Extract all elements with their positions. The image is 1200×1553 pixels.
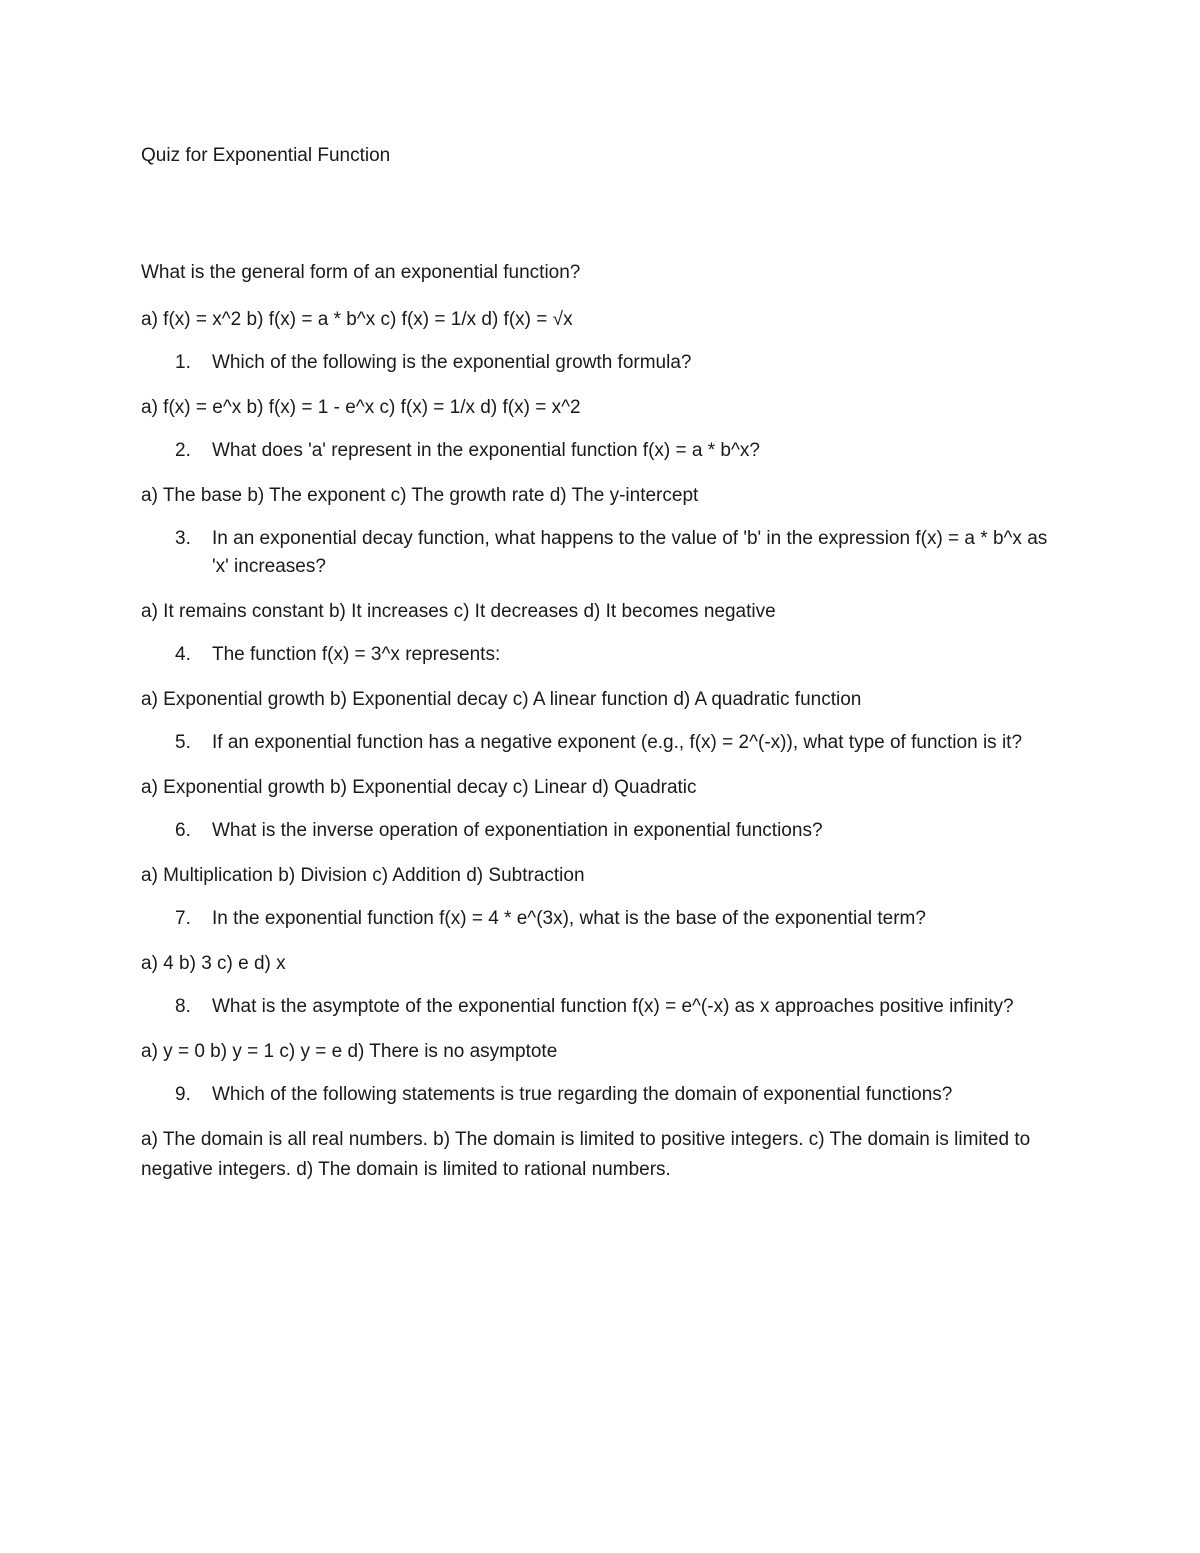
question-number: 2. xyxy=(175,440,191,461)
answer-options: a) It remains constant b) It increases c) It decreases d) It becomes negative xyxy=(141,601,776,622)
question-number: 6. xyxy=(175,820,191,841)
question-number: 8. xyxy=(175,996,191,1017)
intro-question: What is the general form of an exponential function? xyxy=(141,262,581,283)
answer-options: a) 4 b) 3 c) e d) x xyxy=(141,953,286,974)
answer-options: a) The base b) The exponent c) The growth rate d) The y-intercept xyxy=(141,485,699,506)
answer-options: a) The domain is all real numbers. b) The domain is limited to positive integers. c) The domain is limited to negative integers. d) The domain is limited to rational numbers. xyxy=(141,1129,1031,1180)
quiz-content xyxy=(141,261,1061,1199)
question-text: Which of the following is the exponential growth formula? xyxy=(212,352,692,373)
question-item xyxy=(141,993,1061,1021)
question-number: 9. xyxy=(175,1084,191,1105)
question-number: 4. xyxy=(175,644,191,665)
answer-options: a) Exponential growth b) Exponential decay c) A linear function d) A quadratic function xyxy=(141,689,862,710)
question-item xyxy=(141,525,1061,581)
question-text: The function f(x) = 3^x represents: xyxy=(212,644,501,665)
answer-options: a) Multiplication b) Division c) Addition d) Subtraction xyxy=(141,865,585,886)
question-item xyxy=(141,729,1061,757)
question-number: 7. xyxy=(175,908,191,929)
question-item xyxy=(141,349,1061,377)
question-item xyxy=(141,1081,1061,1109)
question-text: Which of the following statements is true regarding the domain of exponential functions? xyxy=(212,1084,953,1105)
question-text: What is the inverse operation of exponentiation in exponential functions? xyxy=(212,820,823,841)
question-item xyxy=(141,437,1061,465)
question-number: 5. xyxy=(175,732,191,753)
question-text: What does 'a' represent in the exponential function f(x) = a * b^x? xyxy=(212,440,760,461)
intro-answers: a) f(x) = x^2 b) f(x) = a * b^x c) f(x) = 1/x d) f(x) = √x xyxy=(141,309,573,330)
document-title: Quiz for Exponential Function xyxy=(141,145,391,166)
question-text: What is the asymptote of the exponential function f(x) = e^(-x) as x approaches positive infinity? xyxy=(212,996,1014,1017)
question-text: In the exponential function f(x) = 4 * e^(3x), what is the base of the exponential term? xyxy=(212,908,926,929)
answer-options: a) f(x) = e^x b) f(x) = 1 - e^x c) f(x) = 1/x d) f(x) = x^2 xyxy=(141,397,581,418)
question-item xyxy=(141,641,1061,669)
answer-options: a) y = 0 b) y = 1 c) y = e d) There is no asymptote xyxy=(141,1041,558,1062)
question-number: 1. xyxy=(175,352,191,373)
question-item xyxy=(141,817,1061,845)
question-text: In an exponential decay function, what happens to the value of 'b' in the expression f(x) = a * b^x as 'x' increases? xyxy=(212,528,1048,577)
answer-options: a) Exponential growth b) Exponential decay c) Linear d) Quadratic xyxy=(141,777,697,798)
question-number: 3. xyxy=(175,528,191,549)
question-text: If an exponential function has a negative exponent (e.g., f(x) = 2^(-x)), what type of function is it? xyxy=(212,732,1023,753)
question-item xyxy=(141,905,1061,933)
